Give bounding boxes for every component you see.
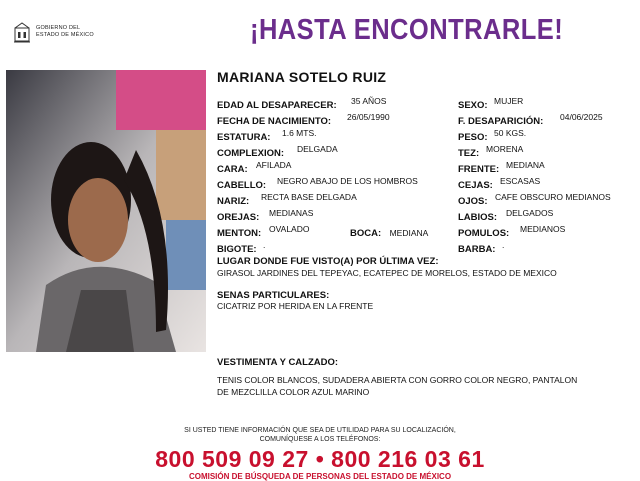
field-value: NEGRO ABAJO DE LOS HOMBROS <box>277 176 418 186</box>
field-boca <box>350 223 428 241</box>
field-value: CAFE OBSCURO MEDIANOS <box>495 192 611 202</box>
person-name: MARIANA SOTELO RUIZ <box>217 69 387 85</box>
field-row <box>458 223 566 239</box>
field-label: OREJAS: <box>217 212 260 223</box>
field-row <box>217 127 337 143</box>
field-label: TEZ: <box>458 148 480 159</box>
field-label: BIGOTE: <box>217 244 257 255</box>
field-label: CEJAS: <box>458 180 493 191</box>
clothing-line-2: DE MEZCLILLA COLOR AZUL MARINO <box>217 387 370 397</box>
field-label: POMULOS: <box>458 228 510 239</box>
field-row <box>458 95 543 111</box>
field-value: 26/05/1990 <box>347 112 390 122</box>
field-label: F. DESAPARICIÓN: <box>458 116 544 127</box>
field-value: 35 AÑOS <box>351 96 387 106</box>
field-label: MENTON: <box>217 228 262 239</box>
field-value: OVALADO <box>269 224 310 234</box>
field-row <box>458 127 543 143</box>
field-label: FRENTE: <box>458 164 500 175</box>
field-row <box>217 175 418 191</box>
field-value: 50 KGS. <box>494 128 527 138</box>
field-value: 04/06/2025 <box>560 112 603 122</box>
field-row <box>217 143 337 159</box>
footer-note-1: SI USTED TIENE INFORMACIÓN QUE SEA DE UTILIDAD PARA SU LOCALIZACIÓN, <box>184 427 456 434</box>
field-label: OJOS: <box>458 196 488 207</box>
field-label: ESTATURA: <box>217 132 271 143</box>
last-seen-label: LUGAR DONDE FUE VISTO(A) POR ÚLTIMA VEZ: <box>217 256 439 267</box>
field-label: SEXO: <box>458 100 488 111</box>
field-label: BARBA: <box>458 244 496 255</box>
field-row <box>217 95 387 111</box>
marks-label: SENAS PARTICULARES: <box>217 290 330 301</box>
government-logo <box>12 22 122 48</box>
field-label: NARIZ: <box>217 196 250 207</box>
commission-name: COMISIÓN DE BÚSQUEDA DE PERSONAS DEL ESTADO DE MÉXICO <box>188 472 452 481</box>
field-value: DELGADOS <box>506 208 554 218</box>
field-label: EDAD AL DESAPARECER: <box>217 100 337 111</box>
field-row <box>458 191 611 207</box>
field-row <box>458 159 543 175</box>
field-row <box>458 111 603 127</box>
field-value: . <box>263 240 266 250</box>
field-value: . <box>502 240 505 250</box>
field-label: CARA: <box>217 164 248 175</box>
field-row <box>458 143 543 159</box>
field-value: MEDIANAS <box>269 208 314 218</box>
field-row <box>217 239 337 255</box>
clothing-line-1: TENIS COLOR BLANCOS, SUDADERA ABIERTA CON GORRO COLOR NEGRO, PANTALON <box>217 375 578 385</box>
fields-right <box>458 95 611 255</box>
field-value: DELGADA <box>297 144 338 154</box>
field-row <box>217 207 337 223</box>
field-label: BOCA: <box>350 228 382 239</box>
field-value: MEDIANA <box>506 160 545 170</box>
last-seen-value: GIRASOL JARDINES DEL TEPEYAC, ECATEPEC DE MORELOS, ESTADO DE MEXICO <box>217 268 557 278</box>
field-row <box>217 223 337 239</box>
field-value: ESCASAS <box>500 176 541 186</box>
field-row <box>458 207 554 223</box>
field-row <box>217 159 337 175</box>
field-value: MUJER <box>494 96 524 106</box>
field-value: AFILADA <box>256 160 292 170</box>
logo-text <box>36 25 94 39</box>
missing-person-photo <box>6 70 206 352</box>
field-value: 1.6 MTS. <box>282 128 317 138</box>
field-row <box>458 175 543 191</box>
phone-numbers: 800 509 09 27 • 800 216 03 61 <box>155 446 485 472</box>
state-emblem-icon <box>12 22 32 44</box>
logo-line-2: ESTADO DE MÉXICO <box>36 32 94 38</box>
headline: ¡HASTA ENCONTRARLE! <box>250 14 564 46</box>
field-label: PESO: <box>458 132 488 143</box>
field-label: COMPLEXION: <box>217 148 285 159</box>
clothing-label: VESTIMENTA Y CALZADO: <box>217 357 339 368</box>
logo-line-1: GOBIERNO DEL <box>36 25 81 31</box>
footer-note-2: COMUNÍQUESE A LOS TELÉFONOS: <box>259 436 381 443</box>
field-row <box>217 191 357 207</box>
field-label: CABELLO: <box>217 180 267 191</box>
field-label: LABIOS: <box>458 212 498 223</box>
field-row <box>217 111 390 127</box>
field-value: RECTA BASE DELGADA <box>261 192 357 202</box>
field-value: MEDIANOS <box>520 224 566 234</box>
field-value: MEDIANA <box>389 228 429 238</box>
field-row <box>458 239 543 255</box>
marks-value: CICATRIZ POR HERIDA EN LA FRENTE <box>217 301 374 311</box>
field-label: FECHA DE NACIMIENTO: <box>217 116 331 127</box>
field-value: MORENA <box>486 144 524 154</box>
